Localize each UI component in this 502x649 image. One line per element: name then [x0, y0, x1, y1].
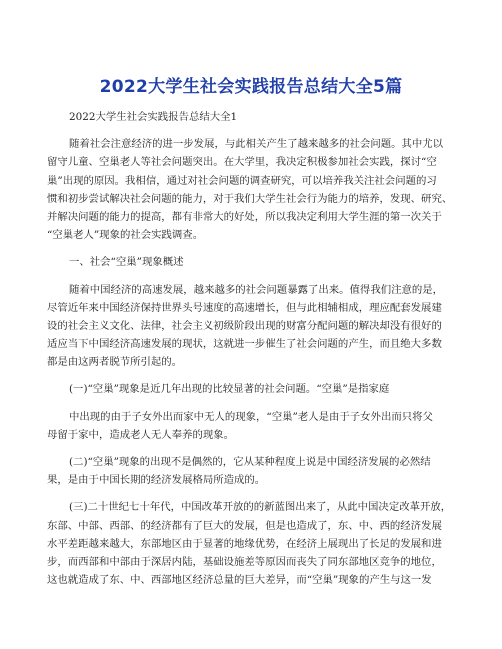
paragraph-line: 留守儿童、空巢老人等社会问题突出。在大学里，我决定积极参加社会实践，探讨“空 [47, 156, 437, 169]
paragraph [47, 281, 467, 372]
paragraph-line: 随着中国经济的高速发展，越来越多的社会问题暴露了出来。值得我们注意的是， [69, 283, 444, 296]
paragraph-line: 2022大学生社会实践报告总结大全1 [69, 111, 238, 123]
paragraph-line: 并解决问题的能力的提高，都有非常大的好处，所以我决定利用大学生涯的第一次关于 [47, 210, 442, 223]
paragraph [47, 108, 467, 126]
paragraph [47, 380, 467, 398]
document-title: 2022大学生社会实践报告总结大全5篇 [99, 77, 403, 97]
paragraph [47, 498, 467, 589]
paragraph-line: 都是由这两者脱节所引起的。 [47, 356, 183, 369]
paragraph-line: 母留于家中，造成老人无人奉养的现象。 [47, 428, 235, 441]
paragraph [47, 135, 467, 244]
paragraph-line: 这也就造成了东、中、西部地区经济总量的巨大差异，而“空巢”现象的产生与这一发 [47, 574, 432, 587]
paragraph-line: 适应当下中国经济高速发展的现状，这就进一步催生了社会问题的产生，而且绝大多数 [47, 338, 442, 351]
paragraph-line: 东部、中部、西部、的经济都有了巨大的发展，但是也造成了，东、中、西的经济发展 [47, 519, 442, 532]
paragraph-line: (二)“空巢”现象的出现不是偶然的，它从某种程度上说是中国经济发展的必然结 [69, 456, 431, 468]
paragraph-line: (三)二十世纪七十年代，中国改革开放的的新蓝图出来了，从此中国决定改革开放， [69, 501, 452, 514]
document-body [47, 108, 467, 598]
paragraph-line: 尽管近年来中国经济保持世界头号速度的高速增长，但与此相辅相成，理应配套发展建 [47, 301, 442, 314]
paragraph-line: 果，是由于中国长期的经济发展格局所造成的。 [47, 474, 266, 487]
paragraph-line: (一)“空巢”现象是近几年出现的比较显著的社会问题。“空巢”是指家庭 [69, 383, 390, 396]
paragraph-line: 步，而西部和中部由于深居内陆，基础设施差等原因而丧失了同东部地区竞争的地位， [47, 555, 442, 568]
paragraph-line: 随着社会注意经济的进一步发展，与此相关产生了越来越多的社会问题。其中尤以 [69, 138, 444, 151]
paragraph-line: 水平差距越来越大，东部地区由于显著的地缘优势，在经济上展现出了长足的发展和进 [47, 537, 442, 550]
paragraph-line: 巢”出现的原因。我相信，通过对社会问题的调查研究，可以培养我关注社会问题的习 [47, 174, 437, 187]
paragraph-line: 设的社会主义文化、法律，社会主义初级阶段出现的财富分配问题的解决却没有很好的 [47, 319, 442, 332]
paragraph [47, 453, 467, 489]
paragraph-line: “空巢老人”现象的社会实践调查。 [47, 229, 204, 242]
paragraph-line: 一、社会“空巢”现象概述 [69, 256, 184, 269]
paragraph-line: 中出现的由于子女外出而家中无人的现象，“空巢”老人是由于子女外出而只将父 [69, 410, 433, 423]
paragraph [47, 408, 467, 444]
paragraph [47, 253, 467, 271]
paragraph-line: 惯和初步尝试解决社会问题的能力，对于我们大学生社会行为能力的培养，发现、研究、 [47, 192, 453, 205]
